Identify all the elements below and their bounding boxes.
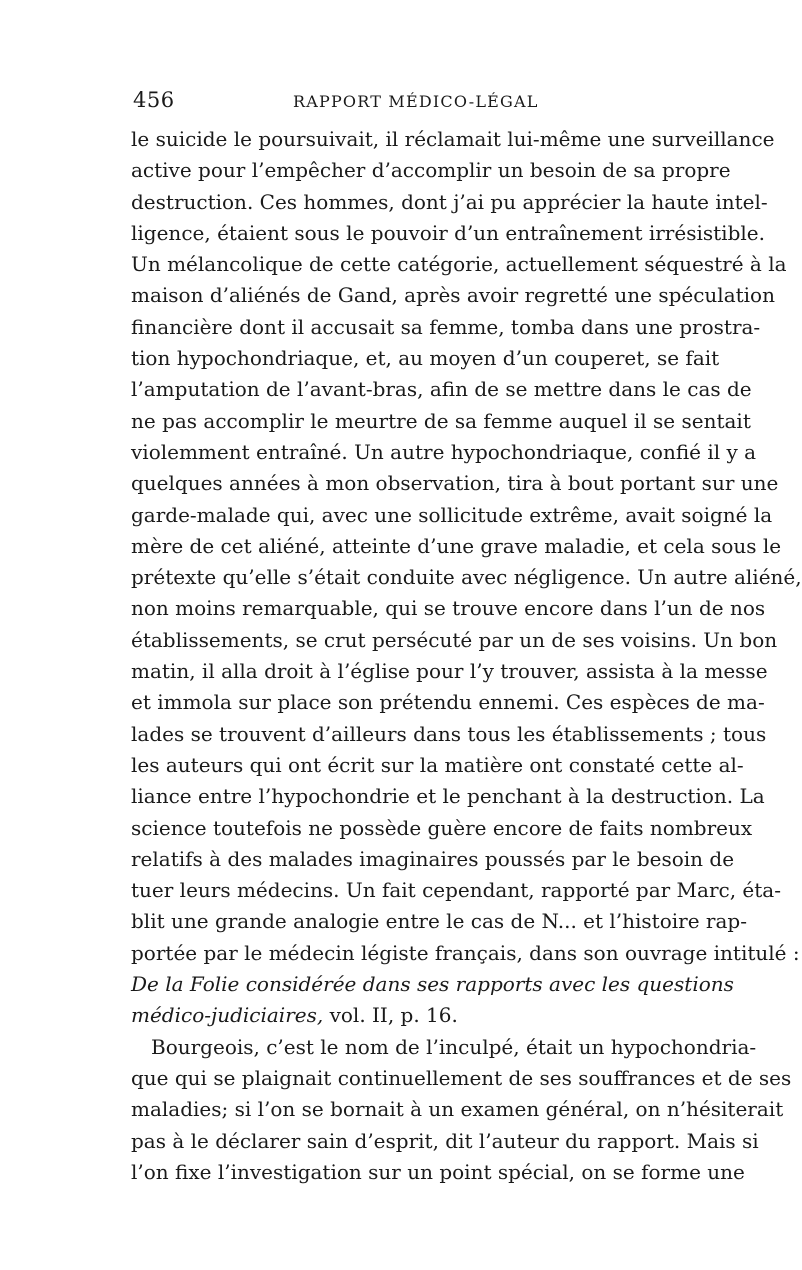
- text-line: les auteurs qui ont écrit sur la matière ont constaté cette al-: [131, 752, 744, 777]
- text-line: matin, il alla droit à l’église pour l’y trouver, assista à la messe: [131, 659, 768, 684]
- text-line: tion hypochondriaque, et, au moyen d’un couperet, se fait: [131, 346, 720, 371]
- text-line: financière dont il accusait sa femme, tomba dans une prostra-: [131, 314, 761, 339]
- text-line: violemment entraîné. Un autre hypochondriaque, confié il y a: [131, 439, 757, 464]
- text-line: mère de cet aliéné, atteinte d’une grave maladie, et cela sous le: [131, 533, 782, 558]
- text-line: non moins remarquable, qui se trouve encore dans l’un de nos: [131, 596, 766, 621]
- text-line: liance entre l’hypochondrie et le penchant à la destruction. La: [131, 784, 765, 809]
- citation-title-end: médico-judiciaires,: [131, 1003, 324, 1028]
- body-text: [131, 124, 802, 1188]
- citation-line: [131, 969, 734, 1000]
- text-line: lades se trouvent d’ailleurs dans tous les établissements ; tous: [131, 721, 767, 746]
- text-line: l’on fixe l’investigation sur un point spécial, on se forme une: [131, 1159, 745, 1184]
- text-line: que qui se plaignait continuellement de ses souffrances et de ses: [131, 1065, 792, 1090]
- text-line: maladies; si l’on se bornait à un examen général, on n’hésiterait: [131, 1097, 784, 1122]
- text-line: science toutefois ne possède guère encore de faits nombreux: [131, 815, 753, 840]
- text-line: pas à le déclarer sain d’esprit, dit l’auteur du rapport. Mais si: [131, 1128, 759, 1153]
- text-line: Un mélancolique de cette catégorie, actuellement séquestré à la: [131, 252, 787, 277]
- text-line: ligence, étaient sous le pouvoir d’un entraînement irrésistible.: [131, 220, 765, 245]
- text-line: le suicide le poursuivait, il réclamait lui-même une surveillance: [131, 127, 775, 151]
- text-line: garde-malade qui, avec une sollicitude extrême, avait soigné la: [131, 502, 773, 527]
- text-line: prétexte qu’elle s’était conduite avec négligence. Un autre aliéné,: [131, 565, 802, 590]
- text-line: l’amputation de l’avant-bras, afin de se mettre dans le cas de: [131, 377, 752, 402]
- text-line: Bourgeois, c’est le nom de l’inculpé, était un hypochondria-: [151, 1034, 757, 1059]
- text-line: relatifs à des malades imaginaires poussés par le besoin de: [131, 846, 735, 871]
- text-line: et immola sur place son prétendu ennemi. Ces espèces de ma-: [131, 690, 765, 715]
- page-header: [133, 88, 673, 118]
- text-line: quelques années à mon observation, tira à bout portant sur une: [131, 471, 779, 496]
- text-line: destruction. Ces hommes, dont j’ai pu apprécier la haute intel-: [131, 189, 768, 214]
- running-head: RAPPORT MÉDICO-LÉGAL: [293, 92, 539, 111]
- citation-line: [131, 1000, 673, 1031]
- page-number: 456: [133, 88, 175, 112]
- text-line: ne pas accomplir le meurtre de sa femme auquel il se sentait: [131, 408, 751, 433]
- text-line: maison d’aliénés de Gand, après avoir regretté une spéculation: [131, 283, 775, 308]
- text-line: portée par le médecin légiste français, dans son ouvrage intitulé :: [131, 940, 800, 965]
- text-line: établissements, se crut persécuté par un de ses voisins. Un bon: [131, 627, 778, 652]
- citation-reference: vol. II, p. 16.: [323, 1003, 458, 1028]
- citation-title: De la Folie considérée dans ses rapports avec les questions: [131, 972, 734, 997]
- text-line: blit une grande analogie entre le cas de N... et l’histoire rap-: [131, 909, 747, 934]
- text-line: active pour l’empêcher d’accomplir un besoin de sa propre: [131, 158, 731, 183]
- text-line: tuer leurs médecins. Un fait cependant, rapporté par Marc, éta-: [131, 878, 781, 903]
